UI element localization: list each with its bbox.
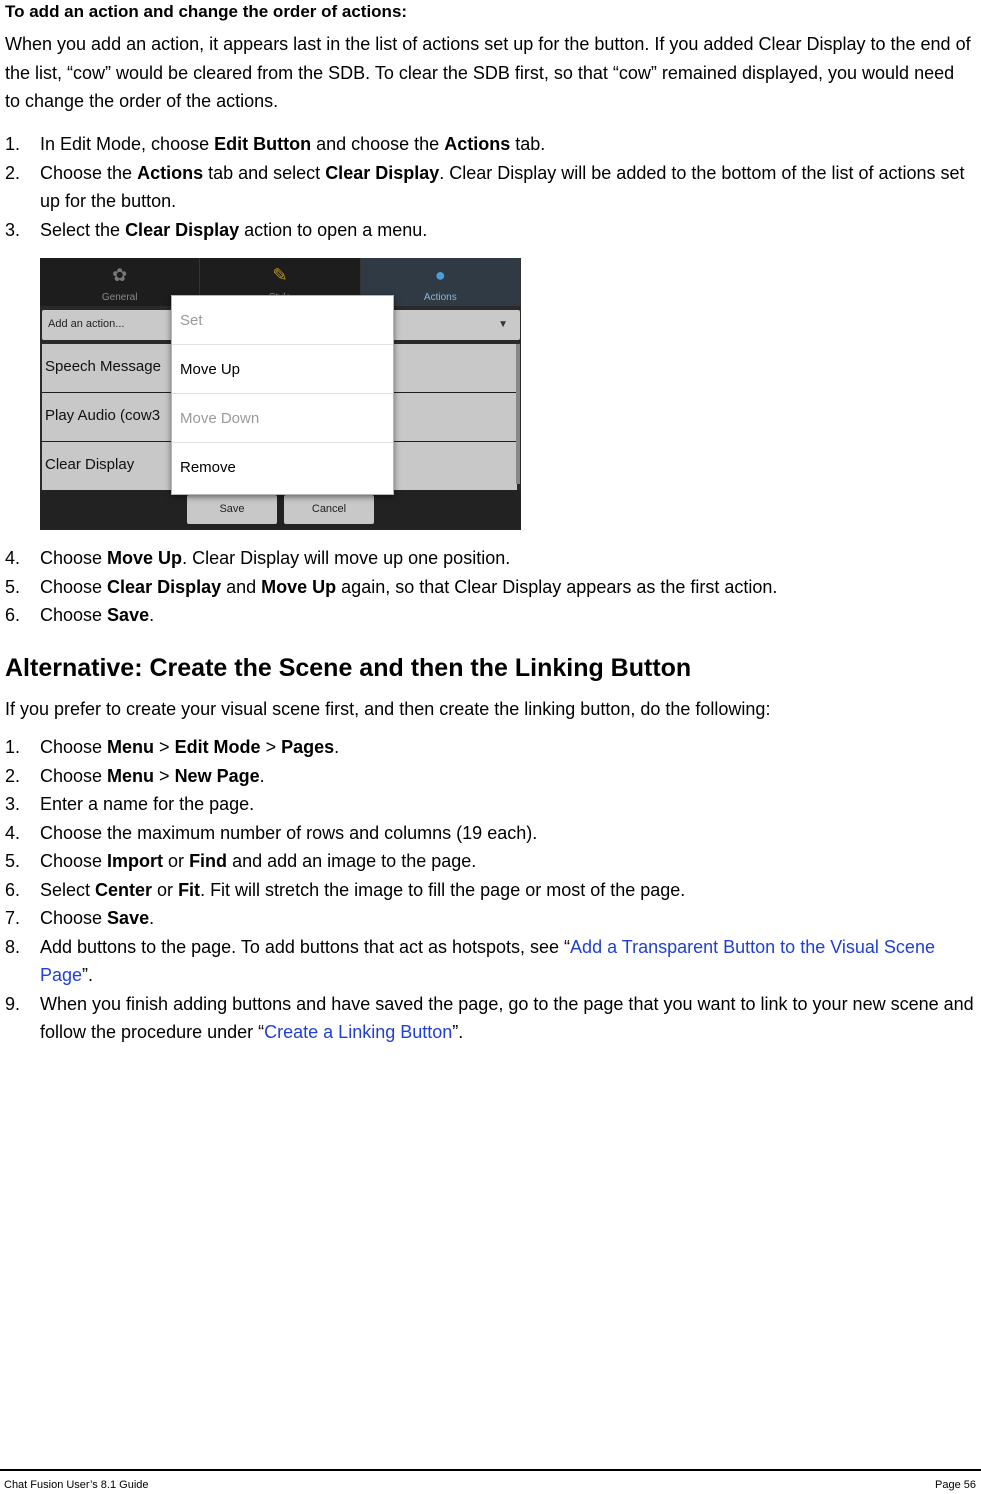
step-c2: 2. Choose Menu > New Page. xyxy=(5,765,265,786)
link-create-linking-button[interactable]: Create a Linking Button xyxy=(264,1022,453,1042)
step-c6: 6. Select Center or Fit. Fit will stretch the image to fill the page or most of the page. xyxy=(5,879,686,900)
steps-list-b xyxy=(5,544,977,630)
step-c7: 7. Choose Save. xyxy=(5,908,155,928)
footer-rule xyxy=(0,1469,981,1471)
section-heading: Alternative: Create the Scene and then the Linking Button xyxy=(5,654,692,682)
menu-item-set[interactable]: Set xyxy=(172,296,393,345)
step-c9: 9. When you finish adding buttons and have saved the page, go to the page that you want to link to your new scene and follow the procedure under “Create a Linking Button”. xyxy=(5,993,974,1042)
save-button[interactable]: Save xyxy=(187,495,277,524)
tab-actions[interactable]: ● Actions xyxy=(361,258,521,306)
step-3: 3. Select the Clear Display action to open a menu. xyxy=(5,219,428,240)
scrollbar[interactable] xyxy=(516,344,520,484)
page-number: Page 56 xyxy=(935,1479,976,1491)
step-6: 6. Choose Save. xyxy=(5,605,155,625)
add-action-dropdown[interactable]: Add an action... ▼ xyxy=(42,310,520,340)
step-5: 5. Choose Clear Display and Move Up again, so that Clear Display appears as the first action. xyxy=(5,576,778,597)
steps-list-c xyxy=(5,733,977,1047)
step-c1: 1. Choose Menu > Edit Mode > Pages. xyxy=(5,737,340,757)
app-screenshot xyxy=(40,258,521,530)
step-2: 2. Choose the Actions tab and select Clear Display. Clear Display will be added to the bottom of the list of actions set up for the button. xyxy=(5,162,965,211)
intro-paragraph: When you add an action, it appears last in the list of actions set up for the button. If you added Clear Display to the end of the list, “cow” would be cleared from the SDB. To clear the SDB first, so that “cow” remained displayed, you would need to change the order of the actions. xyxy=(5,34,971,111)
action-row[interactable]: Clear Display xyxy=(42,442,517,491)
bottom-bar xyxy=(40,490,521,530)
step-c3: 3. Enter a name for the page. xyxy=(5,794,255,814)
menu-item-move-up[interactable]: Move Up xyxy=(172,345,393,394)
step-4: 4. Choose Move Up. Clear Display will move up one position. xyxy=(5,548,511,568)
step-c5: 5. Choose Import or Find and add an image to the page. xyxy=(5,851,477,871)
footer-title: Chat Fusion User’s 8.1 Guide xyxy=(4,1479,149,1491)
step-1: 1. In Edit Mode, choose Edit Button and choose the Actions tab. xyxy=(5,134,546,154)
menu-item-move-down[interactable]: Move Down xyxy=(172,394,393,443)
section-intro: If you prefer to create your visual scene first, and then create the linking button, do the following: xyxy=(5,699,771,719)
caret-down-icon: ▼ xyxy=(498,319,508,330)
context-menu xyxy=(171,295,394,495)
tree-icon: ✿ xyxy=(112,265,128,285)
menu-item-remove[interactable]: Remove xyxy=(180,459,236,476)
subheading: To add an action and change the order of actions: xyxy=(5,2,408,21)
tab-general[interactable]: ✿ General xyxy=(40,258,200,306)
action-row[interactable]: Play Audio (cow3 xyxy=(42,393,517,442)
palette-icon: ✎ xyxy=(272,265,288,285)
link-transparent-button[interactable]: Add a Transparent Button to the Visual Scene Page xyxy=(40,936,935,985)
action-row[interactable]: Speech Message xyxy=(42,344,517,393)
cancel-button[interactable]: Cancel xyxy=(284,495,374,524)
steps-list-a xyxy=(5,130,977,244)
globe-icon: ● xyxy=(434,265,446,285)
step-c8: 8. Add buttons to the page. To add buttons that act as hotspots, see “Add a Transparent Button to the Visual Scene Page”. xyxy=(5,936,935,985)
step-c4: 4. Choose the maximum number of rows and columns (19 each). xyxy=(5,822,538,843)
